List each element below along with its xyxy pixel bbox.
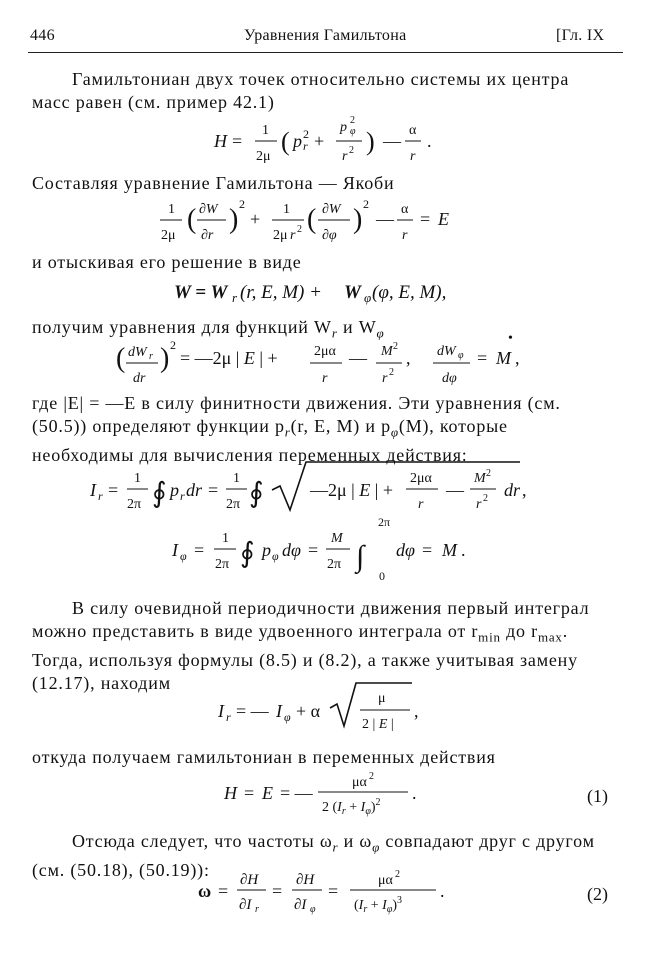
equation-number-1: (1): [587, 786, 608, 806]
svg-text:∂W: ∂W: [199, 202, 218, 217]
svg-text:M: M: [474, 471, 486, 486]
svg-text:2: 2: [349, 145, 354, 156]
svg-text:2π: 2π: [327, 557, 342, 572]
svg-text:φ: φ: [310, 904, 316, 915]
p8-mid: и ω: [338, 831, 373, 851]
svg-text:∮: ∮: [249, 478, 264, 509]
svg-text:(Ir + Iφ)3: $(I_r + I_\varphi)^3$: [354, 895, 403, 915]
svg-text:φ: φ: [350, 126, 356, 137]
svg-text:=: =: [420, 209, 431, 229]
svg-text:=: =: [477, 348, 488, 368]
equation-w-separation: [174, 282, 446, 305]
svg-text:2: 2: [350, 115, 355, 126]
svg-text:2 (Ir + Iφ)2: 2 $(I_r + I_\varphi)^2$: [322, 797, 381, 817]
p6-end: . Тогда, используя формулы (8.5) и (8.2), а также учитывая замену (12.17), находим: [32, 621, 578, 693]
equation-hamilton-jacobi: [160, 197, 449, 243]
svg-text:.: .: [440, 881, 445, 901]
svg-text:r: r: [180, 489, 185, 503]
svg-text:(r, E, M) +: (r, E, M) +: [240, 282, 322, 303]
svg-text:r: r: [149, 351, 153, 362]
svg-text:2: 2: [393, 341, 398, 352]
equation-frequency: [198, 869, 445, 915]
svg-text:H: H: [214, 131, 227, 151]
equation-action-angular: [171, 515, 466, 583]
svg-text:2: 2: [239, 197, 245, 211]
svg-text:2μ: 2μ: [161, 228, 176, 243]
svg-text:r: r: [476, 497, 482, 512]
p6-mid: до r: [500, 621, 538, 641]
svg-text:r: r: [410, 149, 416, 164]
p8-phi: φ: [372, 839, 381, 855]
svg-text:=: =: [108, 480, 119, 500]
svg-text:dW: dW: [437, 344, 456, 359]
svg-text:I: I: [172, 540, 178, 560]
svg-text:(: (: [281, 127, 290, 156]
svg-text:dr: dr: [186, 480, 203, 500]
svg-text:): ): [366, 127, 375, 156]
equation-number-2: (2): [587, 884, 608, 904]
paragraph-hamilton-jacobi: Составляя уравнение Гамильтона — Якоби: [32, 173, 395, 193]
svg-text:I: I: [276, 701, 282, 721]
p6-max: max: [537, 629, 563, 645]
svg-text:∂I: ∂I: [294, 897, 307, 913]
svg-text:,: ,: [414, 701, 419, 721]
svg-text:2μ: 2μ: [273, 228, 288, 243]
svg-text:2π: 2π: [226, 497, 241, 512]
svg-text:2: 2: [389, 367, 394, 378]
svg-text:H: H: [224, 783, 237, 803]
svg-text:∂r: ∂r: [201, 228, 214, 243]
svg-text:2: 2: [363, 197, 369, 211]
svg-text:=: =: [244, 783, 255, 803]
equation-action-radial: [89, 462, 527, 512]
svg-text:μα: μα: [352, 775, 367, 790]
svg-text:+ α: + α: [296, 701, 321, 721]
svg-text:M: M: [442, 540, 457, 560]
svg-text:φ: φ: [458, 350, 464, 361]
svg-text:dr: dr: [504, 480, 521, 500]
svg-text:2π: 2π: [378, 515, 391, 529]
svg-text:1: 1: [233, 471, 240, 486]
svg-text:—: —: [349, 348, 367, 368]
svg-text:p: p: [262, 540, 271, 560]
svg-text:,: ,: [406, 348, 411, 368]
svg-text:=: =: [422, 540, 433, 560]
svg-text:2: 2: [369, 771, 374, 782]
svg-text:E: E: [438, 209, 449, 229]
svg-text:1: 1: [134, 471, 141, 486]
svg-text:M: M: [331, 531, 343, 546]
p5-text: где |E| = —E в силу финитности движения. Эти уравнения (см. (50.5)) определяют функции p: [32, 393, 561, 436]
p4-and: и W: [337, 317, 377, 337]
svg-text:r: r: [342, 149, 348, 164]
svg-text:=: =: [208, 480, 219, 500]
p4-sub-phi: φ: [376, 325, 385, 341]
svg-text:r: r: [402, 228, 408, 243]
equation-ir-relation: [217, 683, 419, 732]
p8-end: совпадают друг с другом (см. (50.18), (50.19)):: [32, 831, 595, 880]
svg-text:I: I: [218, 701, 224, 721]
svg-text:1: 1: [168, 202, 175, 217]
svg-text:—: —: [446, 480, 464, 500]
svg-text:∮: ∮: [152, 478, 167, 509]
svg-text:φ: φ: [284, 710, 291, 724]
equation-radial-angular: [116, 331, 520, 386]
svg-text:I: I: [90, 480, 96, 500]
svg-text:=: =: [328, 881, 339, 901]
paragraph-intro: Гамильтониан двух точек относительно системы их центра масс равен (см. пример 42.1): [32, 69, 570, 112]
svg-text:p: p: [340, 120, 347, 135]
svg-text:=: =: [272, 881, 283, 901]
svg-text:,: ,: [522, 480, 527, 500]
paragraph-finite-motion: где |E| = —E в силу финитности движения. Эти уравнения (см. (50.5)) определяют функции $p_r(r$, E, M) и $p_\varphi(M)$, которые необходимы для вычисления переменных действия:: [32, 393, 561, 465]
svg-text:—2μ | E | +: —2μ | E | +: [310, 480, 394, 500]
svg-text:r: r: [382, 371, 388, 386]
svg-text:=: =: [218, 881, 229, 901]
svg-text:2: 2: [170, 338, 176, 352]
equation-hamiltonian: [213, 115, 432, 164]
svg-text:dφ: dφ: [282, 540, 301, 560]
svg-text:2 | E |: 2 | E |: [362, 717, 394, 732]
svg-text:= —2μ | E | +: = —2μ | E | +: [180, 348, 278, 368]
svg-text:W = W: W = W: [174, 282, 228, 303]
svg-text:= —: = —: [236, 701, 269, 721]
svg-text:2: 2: [303, 127, 309, 141]
svg-text:∂H: ∂H: [296, 872, 315, 888]
svg-text:(: (: [116, 343, 126, 374]
svg-text:φ: φ: [180, 549, 187, 563]
svg-text:2: 2: [395, 869, 400, 880]
svg-text:M: M: [381, 344, 393, 359]
svg-text:2: 2: [486, 468, 491, 479]
svg-text:): ): [160, 343, 170, 374]
svg-text:r: r: [232, 290, 238, 305]
svg-text:(: (: [187, 204, 197, 235]
svg-text:dr: dr: [133, 371, 146, 386]
chapter-label: [Гл. IX: [556, 27, 605, 44]
p5-tail2: (M), которые необходимы для вычисления переменных действия:: [32, 416, 508, 465]
svg-text:(φ, E, M),: (φ, E, M),: [372, 282, 447, 303]
svg-text:—: —: [383, 131, 401, 151]
svg-text:.: .: [461, 540, 466, 560]
p4-text: получим уравнения для функций W: [32, 317, 332, 337]
p8-text: Отсюда следует, что частоты ω: [72, 831, 333, 851]
p4-sub-r: r: [331, 325, 338, 341]
svg-text:=: =: [308, 540, 319, 560]
svg-text:1: 1: [283, 202, 290, 217]
svg-text:∫: ∫: [356, 540, 365, 573]
svg-text:∂φ: ∂φ: [322, 228, 337, 243]
p6-text: В силу очевидной периодичности движения первый интеграл можно представить в виде удвоенного интеграла от r: [32, 598, 590, 641]
paragraph-solution-form: и отыскивая его решение в виде: [32, 252, 302, 272]
svg-text:∂H: ∂H: [240, 872, 259, 888]
svg-text:=: =: [194, 540, 205, 560]
svg-text:=: =: [232, 131, 243, 151]
svg-text:W: W: [344, 282, 361, 303]
svg-text:—: —: [376, 209, 394, 229]
svg-text:α: α: [401, 202, 409, 217]
svg-text:1: 1: [222, 531, 229, 546]
page-number: 446: [30, 27, 55, 44]
running-title: Уравнения Гамильтона: [244, 27, 407, 44]
p5-tail: (r, E, M) и p: [290, 416, 391, 436]
svg-text:dφ: dφ: [442, 371, 457, 386]
svg-text:r: r: [226, 710, 231, 724]
svg-text:•: •: [508, 331, 513, 346]
svg-text:0: 0: [379, 569, 385, 583]
svg-text:(: (: [307, 204, 317, 235]
svg-text:μα: μα: [378, 873, 393, 888]
svg-text:2μ: 2μ: [256, 149, 271, 164]
p8-r: r: [332, 839, 339, 855]
equation-hamiltonian-action: [223, 771, 417, 817]
svg-text:2π: 2π: [127, 497, 142, 512]
svg-text:2μα: 2μα: [410, 471, 432, 486]
svg-text:E: E: [262, 783, 273, 803]
svg-text:.: .: [412, 783, 417, 803]
svg-text:2: 2: [483, 493, 488, 504]
svg-text:∮: ∮: [240, 538, 255, 569]
svg-text:μ: μ: [378, 691, 386, 706]
svg-text:+: +: [314, 131, 325, 151]
svg-text:= —: = —: [280, 783, 313, 803]
svg-text:∂I: ∂I: [239, 897, 252, 913]
svg-text:2π: 2π: [215, 557, 230, 572]
svg-text:2: 2: [297, 224, 302, 235]
svg-text:r: r: [303, 139, 308, 153]
svg-text:φ: φ: [364, 290, 372, 305]
svg-text:): ): [229, 204, 239, 235]
svg-text:+: +: [250, 209, 261, 229]
svg-text:dW: dW: [128, 345, 147, 360]
svg-text:2μα: 2μα: [314, 344, 336, 359]
svg-text:∂W: ∂W: [322, 202, 341, 217]
svg-text:.: .: [427, 131, 432, 151]
svg-text:): ): [353, 204, 363, 235]
svg-text:r: r: [255, 904, 259, 915]
svg-text:φ: φ: [272, 549, 279, 563]
svg-text:r: r: [418, 497, 424, 512]
svg-text:α: α: [409, 123, 417, 138]
svg-text:r: r: [98, 489, 103, 503]
svg-text:,: ,: [515, 348, 520, 368]
svg-text:1: 1: [262, 123, 269, 138]
svg-text:M: M: [496, 348, 511, 368]
svg-text:ω: ω: [198, 881, 212, 901]
p6-min: min: [478, 629, 501, 645]
svg-text:r: r: [290, 228, 296, 243]
svg-text:p: p: [293, 131, 302, 151]
svg-text:dφ: dφ: [396, 540, 415, 560]
svg-text:p: p: [170, 480, 179, 500]
paragraph-hamiltonian-action: откуда получаем гамильтониан в переменных действия: [32, 747, 496, 767]
svg-text:r: r: [322, 371, 328, 386]
